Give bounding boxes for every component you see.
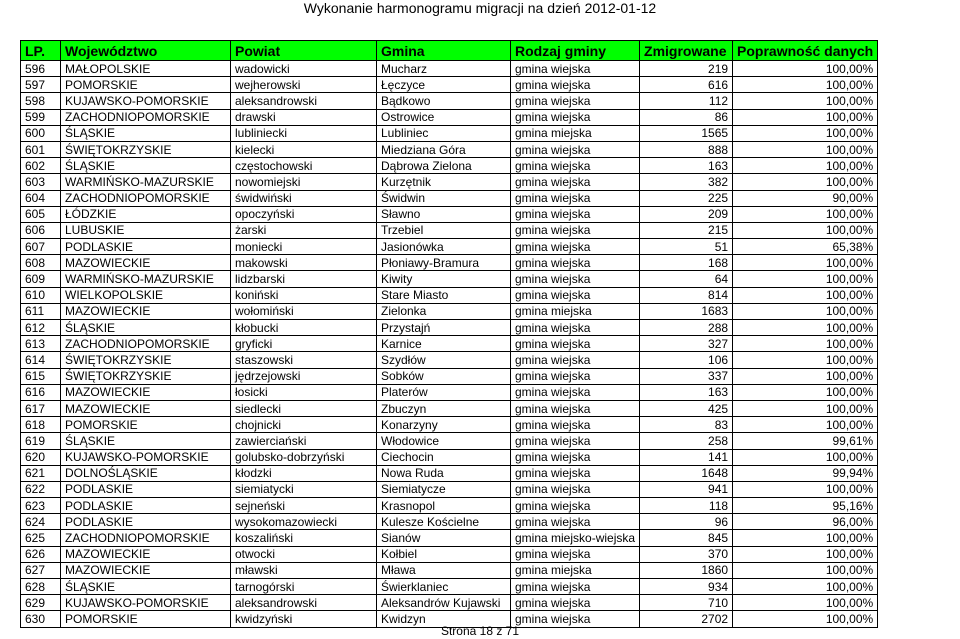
lp-cell: 630	[21, 611, 61, 627]
poprawnosc-cell: 100,00%	[733, 481, 878, 497]
gmina-cell: Ciechocin	[377, 449, 511, 465]
rodzaj-gminy-cell: gmina miejska	[511, 125, 640, 141]
table-row	[21, 384, 878, 400]
header-rodzaj-gminy: Rodzaj gminy	[511, 41, 640, 61]
powiat-cell: wysokomazowiecki	[231, 514, 377, 530]
table-header-row	[21, 41, 878, 61]
gmina-cell: Kwidzyn	[377, 611, 511, 627]
zmigrowane-cell: 86	[640, 109, 733, 125]
lp-cell: 616	[21, 384, 61, 400]
gmina-cell: Sobków	[377, 368, 511, 384]
rodzaj-gminy-cell: gmina miejska	[511, 562, 640, 578]
lp-cell: 620	[21, 449, 61, 465]
header-wojewodztwo: Województwo	[61, 41, 231, 61]
wojewodztwo-cell: PODLASKIE	[61, 514, 231, 530]
rodzaj-gminy-cell: gmina wiejska	[511, 498, 640, 514]
wojewodztwo-cell: ŚWIĘTOKRZYSKIE	[61, 352, 231, 368]
zmigrowane-cell: 425	[640, 400, 733, 416]
powiat-cell: kłobucki	[231, 320, 377, 336]
table-row	[21, 595, 878, 611]
zmigrowane-cell: 168	[640, 255, 733, 271]
lp-cell: 624	[21, 514, 61, 530]
rodzaj-gminy-cell: gmina wiejska	[511, 481, 640, 497]
poprawnosc-cell: 65,38%	[733, 239, 878, 255]
rodzaj-gminy-cell: gmina wiejska	[511, 320, 640, 336]
poprawnosc-cell: 100,00%	[733, 546, 878, 562]
zmigrowane-cell: 327	[640, 336, 733, 352]
rodzaj-gminy-cell: gmina wiejska	[511, 141, 640, 157]
powiat-cell: koszaliński	[231, 530, 377, 546]
poprawnosc-cell: 100,00%	[733, 77, 878, 93]
powiat-cell: kielecki	[231, 141, 377, 157]
wojewodztwo-cell: KUJAWSKO-POMORSKIE	[61, 595, 231, 611]
poprawnosc-cell: 96,00%	[733, 514, 878, 530]
gmina-cell: Siemiatycze	[377, 481, 511, 497]
zmigrowane-cell: 382	[640, 174, 733, 190]
rodzaj-gminy-cell: gmina wiejska	[511, 206, 640, 222]
wojewodztwo-cell: PODLASKIE	[61, 239, 231, 255]
rodzaj-gminy-cell: gmina miejska	[511, 303, 640, 319]
table-row	[21, 336, 878, 352]
lp-cell: 622	[21, 481, 61, 497]
powiat-cell: siedlecki	[231, 400, 377, 416]
gmina-cell: Kurzętnik	[377, 174, 511, 190]
table-row	[21, 61, 878, 77]
lp-cell: 610	[21, 287, 61, 303]
lp-cell: 598	[21, 93, 61, 109]
lp-cell: 605	[21, 206, 61, 222]
rodzaj-gminy-cell: gmina wiejska	[511, 287, 640, 303]
gmina-cell: Krasnopol	[377, 498, 511, 514]
gmina-cell: Kulesze Kościelne	[377, 514, 511, 530]
gmina-cell: Miedziana Góra	[377, 141, 511, 157]
rodzaj-gminy-cell: gmina wiejska	[511, 222, 640, 238]
powiat-cell: otwocki	[231, 546, 377, 562]
rodzaj-gminy-cell: gmina wiejska	[511, 514, 640, 530]
wojewodztwo-cell: MAZOWIECKIE	[61, 303, 231, 319]
lp-cell: 606	[21, 222, 61, 238]
gmina-cell: Włodowice	[377, 433, 511, 449]
gmina-cell: Łęczyce	[377, 77, 511, 93]
zmigrowane-cell: 710	[640, 595, 733, 611]
lp-cell: 619	[21, 433, 61, 449]
table-row	[21, 465, 878, 481]
lp-cell: 621	[21, 465, 61, 481]
header-poprawnosc-danych: Poprawność danych	[733, 41, 878, 61]
zmigrowane-cell: 1648	[640, 465, 733, 481]
poprawnosc-cell: 100,00%	[733, 141, 878, 157]
wojewodztwo-cell: LUBUSKIE	[61, 222, 231, 238]
gmina-cell: Stare Miasto	[377, 287, 511, 303]
powiat-cell: gryficki	[231, 336, 377, 352]
gmina-cell: Świdwin	[377, 190, 511, 206]
lp-cell: 602	[21, 158, 61, 174]
powiat-cell: wejherowski	[231, 77, 377, 93]
poprawnosc-cell: 100,00%	[733, 530, 878, 546]
rodzaj-gminy-cell: gmina wiejska	[511, 352, 640, 368]
poprawnosc-cell: 100,00%	[733, 93, 878, 109]
powiat-cell: wołomiński	[231, 303, 377, 319]
wojewodztwo-cell: WARMIŃSKO-MAZURSKIE	[61, 174, 231, 190]
lp-cell: 611	[21, 303, 61, 319]
gmina-cell: Lubliniec	[377, 125, 511, 141]
lp-cell: 625	[21, 530, 61, 546]
zmigrowane-cell: 1565	[640, 125, 733, 141]
poprawnosc-cell: 100,00%	[733, 320, 878, 336]
rodzaj-gminy-cell: gmina wiejska	[511, 400, 640, 416]
lp-cell: 617	[21, 400, 61, 416]
powiat-cell: aleksandrowski	[231, 595, 377, 611]
powiat-cell: lidzbarski	[231, 271, 377, 287]
table-row	[21, 190, 878, 206]
wojewodztwo-cell: MAZOWIECKIE	[61, 546, 231, 562]
lp-cell: 613	[21, 336, 61, 352]
wojewodztwo-cell: MAŁOPOLSKIE	[61, 61, 231, 77]
rodzaj-gminy-cell: gmina wiejska	[511, 449, 640, 465]
wojewodztwo-cell: ŚLĄSKIE	[61, 579, 231, 595]
zmigrowane-cell: 370	[640, 546, 733, 562]
lp-cell: 596	[21, 61, 61, 77]
poprawnosc-cell: 100,00%	[733, 206, 878, 222]
rodzaj-gminy-cell: gmina wiejska	[511, 271, 640, 287]
rodzaj-gminy-cell: gmina wiejska	[511, 595, 640, 611]
poprawnosc-cell: 100,00%	[733, 287, 878, 303]
zmigrowane-cell: 106	[640, 352, 733, 368]
lp-cell: 600	[21, 125, 61, 141]
wojewodztwo-cell: ŚLĄSKIE	[61, 125, 231, 141]
lp-cell: 609	[21, 271, 61, 287]
powiat-cell: zawierciański	[231, 433, 377, 449]
table-row	[21, 158, 878, 174]
gmina-cell: Aleksandrów Kujawski	[377, 595, 511, 611]
gmina-cell: Świerklaniec	[377, 579, 511, 595]
poprawnosc-cell: 95,16%	[733, 498, 878, 514]
wojewodztwo-cell: DOLNOŚLĄSKIE	[61, 465, 231, 481]
zmigrowane-cell: 112	[640, 93, 733, 109]
table-row	[21, 417, 878, 433]
lp-cell: 612	[21, 320, 61, 336]
rodzaj-gminy-cell: gmina wiejska	[511, 190, 640, 206]
powiat-cell: siemiatycki	[231, 481, 377, 497]
wojewodztwo-cell: POMORSKIE	[61, 417, 231, 433]
rodzaj-gminy-cell: gmina wiejska	[511, 384, 640, 400]
powiat-cell: golubsko-dobrzyński	[231, 449, 377, 465]
wojewodztwo-cell: ŚWIĘTOKRZYSKIE	[61, 141, 231, 157]
zmigrowane-cell: 215	[640, 222, 733, 238]
gmina-cell: Zbuczyn	[377, 400, 511, 416]
gmina-cell: Dąbrowa Zielona	[377, 158, 511, 174]
gmina-cell: Kołbiel	[377, 546, 511, 562]
poprawnosc-cell: 100,00%	[733, 384, 878, 400]
table-row	[21, 579, 878, 595]
wojewodztwo-cell: ZACHODNIOPOMORSKIE	[61, 336, 231, 352]
poprawnosc-cell: 100,00%	[733, 449, 878, 465]
zmigrowane-cell: 1860	[640, 562, 733, 578]
rodzaj-gminy-cell: gmina wiejska	[511, 255, 640, 271]
powiat-cell: kwidzyński	[231, 611, 377, 627]
gmina-cell: Przystajń	[377, 320, 511, 336]
powiat-cell: wadowicki	[231, 61, 377, 77]
zmigrowane-cell: 163	[640, 158, 733, 174]
rodzaj-gminy-cell: gmina wiejska	[511, 158, 640, 174]
poprawnosc-cell: 100,00%	[733, 400, 878, 416]
zmigrowane-cell: 616	[640, 77, 733, 93]
zmigrowane-cell: 209	[640, 206, 733, 222]
poprawnosc-cell: 100,00%	[733, 417, 878, 433]
gmina-cell: Sławno	[377, 206, 511, 222]
lp-cell: 614	[21, 352, 61, 368]
wojewodztwo-cell: WARMIŃSKO-MAZURSKIE	[61, 271, 231, 287]
poprawnosc-cell: 100,00%	[733, 611, 878, 627]
gmina-cell: Kiwity	[377, 271, 511, 287]
rodzaj-gminy-cell: gmina wiejska	[511, 61, 640, 77]
table-row	[21, 77, 878, 93]
table-row	[21, 206, 878, 222]
powiat-cell: opoczyński	[231, 206, 377, 222]
table-row	[21, 287, 878, 303]
table-row	[21, 174, 878, 190]
header-gmina: Gmina	[377, 41, 511, 61]
powiat-cell: drawski	[231, 109, 377, 125]
rodzaj-gminy-cell: gmina wiejska	[511, 336, 640, 352]
gmina-cell: Sianów	[377, 530, 511, 546]
zmigrowane-cell: 258	[640, 433, 733, 449]
zmigrowane-cell: 163	[640, 384, 733, 400]
rodzaj-gminy-cell: gmina wiejska	[511, 93, 640, 109]
rodzaj-gminy-cell: gmina wiejska	[511, 77, 640, 93]
wojewodztwo-cell: ŚWIĘTOKRZYSKIE	[61, 368, 231, 384]
rodzaj-gminy-cell: gmina wiejska	[511, 546, 640, 562]
powiat-cell: makowski	[231, 255, 377, 271]
table-row	[21, 271, 878, 287]
rodzaj-gminy-cell: gmina wiejska	[511, 368, 640, 384]
powiat-cell: chojnicki	[231, 417, 377, 433]
wojewodztwo-cell: ŁÓDZKIE	[61, 206, 231, 222]
zmigrowane-cell: 288	[640, 320, 733, 336]
table-row	[21, 125, 878, 141]
lp-cell: 618	[21, 417, 61, 433]
rodzaj-gminy-cell: gmina miejsko-wiejska	[511, 530, 640, 546]
zmigrowane-cell: 64	[640, 271, 733, 287]
table-row	[21, 562, 878, 578]
rodzaj-gminy-cell: gmina wiejska	[511, 239, 640, 255]
gmina-cell: Zielonka	[377, 303, 511, 319]
rodzaj-gminy-cell: gmina wiejska	[511, 109, 640, 125]
table-row	[21, 320, 878, 336]
table-row	[21, 93, 878, 109]
wojewodztwo-cell: MAZOWIECKIE	[61, 255, 231, 271]
zmigrowane-cell: 219	[640, 61, 733, 77]
wojewodztwo-cell: ZACHODNIOPOMORSKIE	[61, 190, 231, 206]
powiat-cell: częstochowski	[231, 158, 377, 174]
wojewodztwo-cell: ZACHODNIOPOMORSKIE	[61, 530, 231, 546]
poprawnosc-cell: 99,61%	[733, 433, 878, 449]
wojewodztwo-cell: KUJAWSKO-POMORSKIE	[61, 93, 231, 109]
rodzaj-gminy-cell: gmina wiejska	[511, 579, 640, 595]
lp-cell: 603	[21, 174, 61, 190]
powiat-cell: mławski	[231, 562, 377, 578]
lp-cell: 608	[21, 255, 61, 271]
gmina-cell: Jasionówka	[377, 239, 511, 255]
table-row	[21, 222, 878, 238]
migration-table	[20, 40, 878, 628]
table-row	[21, 368, 878, 384]
zmigrowane-cell: 118	[640, 498, 733, 514]
wojewodztwo-cell: ZACHODNIOPOMORSKIE	[61, 109, 231, 125]
table-body	[21, 61, 878, 628]
powiat-cell: tarnogórski	[231, 579, 377, 595]
rodzaj-gminy-cell: gmina wiejska	[511, 417, 640, 433]
table-row	[21, 449, 878, 465]
table-row	[21, 530, 878, 546]
wojewodztwo-cell: ŚLĄSKIE	[61, 433, 231, 449]
gmina-cell: Trzebiel	[377, 222, 511, 238]
poprawnosc-cell: 100,00%	[733, 125, 878, 141]
wojewodztwo-cell: PODLASKIE	[61, 481, 231, 497]
wojewodztwo-cell: MAZOWIECKIE	[61, 384, 231, 400]
lp-cell: 623	[21, 498, 61, 514]
poprawnosc-cell: 100,00%	[733, 579, 878, 595]
poprawnosc-cell: 100,00%	[733, 255, 878, 271]
poprawnosc-cell: 90,00%	[733, 190, 878, 206]
poprawnosc-cell: 100,00%	[733, 109, 878, 125]
powiat-cell: nowomiejski	[231, 174, 377, 190]
zmigrowane-cell: 337	[640, 368, 733, 384]
poprawnosc-cell: 100,00%	[733, 158, 878, 174]
zmigrowane-cell: 225	[640, 190, 733, 206]
header-lp: LP.	[21, 41, 61, 61]
gmina-cell: Platerów	[377, 384, 511, 400]
poprawnosc-cell: 100,00%	[733, 595, 878, 611]
powiat-cell: sejneński	[231, 498, 377, 514]
rodzaj-gminy-cell: gmina wiejska	[511, 465, 640, 481]
powiat-cell: moniecki	[231, 239, 377, 255]
wojewodztwo-cell: MAZOWIECKIE	[61, 562, 231, 578]
zmigrowane-cell: 96	[640, 514, 733, 530]
wojewodztwo-cell: POMORSKIE	[61, 611, 231, 627]
zmigrowane-cell: 888	[640, 141, 733, 157]
table-row	[21, 255, 878, 271]
wojewodztwo-cell: WIELKOPOLSKIE	[61, 287, 231, 303]
powiat-cell: łosicki	[231, 384, 377, 400]
table-row	[21, 352, 878, 368]
powiat-cell: żarski	[231, 222, 377, 238]
lp-cell: 626	[21, 546, 61, 562]
zmigrowane-cell: 934	[640, 579, 733, 595]
wojewodztwo-cell: POMORSKIE	[61, 77, 231, 93]
powiat-cell: świdwiński	[231, 190, 377, 206]
header-powiat: Powiat	[231, 41, 377, 61]
powiat-cell: lubliniecki	[231, 125, 377, 141]
poprawnosc-cell: 100,00%	[733, 368, 878, 384]
poprawnosc-cell: 100,00%	[733, 303, 878, 319]
zmigrowane-cell: 2702	[640, 611, 733, 627]
rodzaj-gminy-cell: gmina wiejska	[511, 611, 640, 627]
gmina-cell: Bądkowo	[377, 93, 511, 109]
gmina-cell: Szydłów	[377, 352, 511, 368]
gmina-cell: Karnice	[377, 336, 511, 352]
table-row	[21, 239, 878, 255]
page-footer: Strona 18 z 71	[440, 624, 520, 638]
rodzaj-gminy-cell: gmina wiejska	[511, 433, 640, 449]
poprawnosc-cell: 100,00%	[733, 222, 878, 238]
table-row	[21, 109, 878, 125]
wojewodztwo-cell: ŚLĄSKIE	[61, 158, 231, 174]
gmina-cell: Mucharz	[377, 61, 511, 77]
lp-cell: 607	[21, 239, 61, 255]
rodzaj-gminy-cell: gmina wiejska	[511, 174, 640, 190]
gmina-cell: Mława	[377, 562, 511, 578]
poprawnosc-cell: 100,00%	[733, 271, 878, 287]
table-row	[21, 481, 878, 497]
powiat-cell: staszowski	[231, 352, 377, 368]
table-row	[21, 546, 878, 562]
table-row	[21, 498, 878, 514]
zmigrowane-cell: 1683	[640, 303, 733, 319]
header-zmigrowane: Zmigrowane	[640, 41, 733, 61]
table-row	[21, 400, 878, 416]
zmigrowane-cell: 845	[640, 530, 733, 546]
table-row	[21, 141, 878, 157]
table-row	[21, 514, 878, 530]
wojewodztwo-cell: PODLASKIE	[61, 498, 231, 514]
poprawnosc-cell: 100,00%	[733, 352, 878, 368]
lp-cell: 604	[21, 190, 61, 206]
zmigrowane-cell: 941	[640, 481, 733, 497]
zmigrowane-cell: 51	[640, 239, 733, 255]
zmigrowane-cell: 814	[640, 287, 733, 303]
lp-cell: 629	[21, 595, 61, 611]
gmina-cell: Konarzyny	[377, 417, 511, 433]
wojewodztwo-cell: ŚLĄSKIE	[61, 320, 231, 336]
powiat-cell: kłodzki	[231, 465, 377, 481]
gmina-cell: Nowa Ruda	[377, 465, 511, 481]
zmigrowane-cell: 141	[640, 449, 733, 465]
table-row	[21, 433, 878, 449]
wojewodztwo-cell: KUJAWSKO-POMORSKIE	[61, 449, 231, 465]
wojewodztwo-cell: MAZOWIECKIE	[61, 400, 231, 416]
lp-cell: 628	[21, 579, 61, 595]
zmigrowane-cell: 83	[640, 417, 733, 433]
document-title: Wykonanie harmonogramu migracji na dzień 2012-01-12	[303, 0, 657, 16]
gmina-cell: Ostrowice	[377, 109, 511, 125]
lp-cell: 615	[21, 368, 61, 384]
powiat-cell: aleksandrowski	[231, 93, 377, 109]
gmina-cell: Płoniawy-Bramura	[377, 255, 511, 271]
poprawnosc-cell: 100,00%	[733, 562, 878, 578]
poprawnosc-cell: 100,00%	[733, 336, 878, 352]
poprawnosc-cell: 100,00%	[733, 61, 878, 77]
poprawnosc-cell: 99,94%	[733, 465, 878, 481]
poprawnosc-cell: 100,00%	[733, 174, 878, 190]
lp-cell: 627	[21, 562, 61, 578]
table-row	[21, 303, 878, 319]
lp-cell: 597	[21, 77, 61, 93]
lp-cell: 601	[21, 141, 61, 157]
powiat-cell: jędrzejowski	[231, 368, 377, 384]
lp-cell: 599	[21, 109, 61, 125]
powiat-cell: koniński	[231, 287, 377, 303]
